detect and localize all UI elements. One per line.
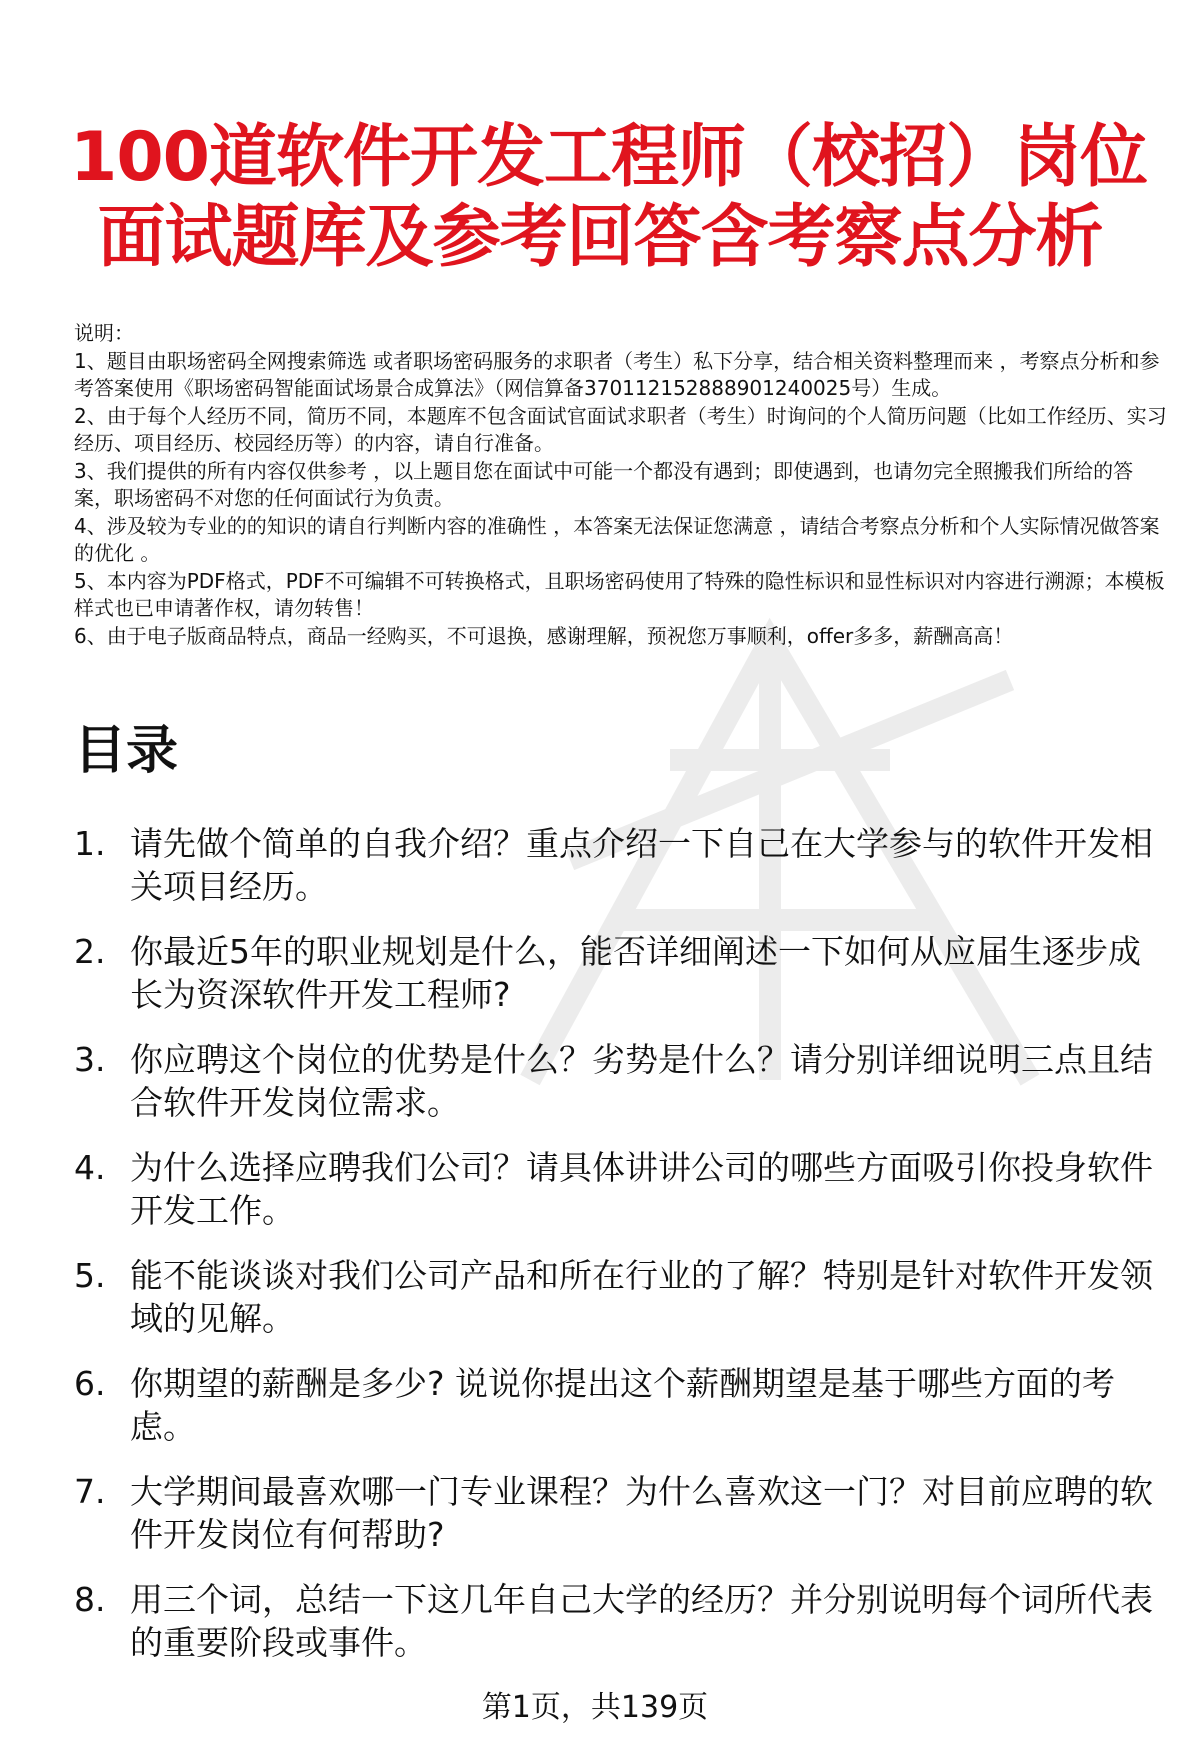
- toc-item-number: 1.: [74, 824, 106, 863]
- title-line-2: 面试题库及参考回答含考察点分析: [97, 198, 1103, 277]
- toc-list: [74, 822, 1169, 1686]
- note-item-1: 1、题目由职场密码全网搜索筛选 或者职场密码服务的求职者（考生）私下分享，结合相关资料整理而来 ，考察点分析和参考答案使用《职场密码智能面试场景合成算法》（网信算备370112152888901240025号）生成。: [74, 348, 1160, 400]
- toc-item-number: 5.: [74, 1256, 106, 1295]
- toc-item-text: 你最近5年的职业规划是什么，能否详细阐述一下如何从应届生逐步成长为资深软件开发工程师?: [130, 932, 1141, 1014]
- toc-item-number: 4.: [74, 1148, 106, 1187]
- note-item-6: 6、由于电子版商品特点，商品一经购买，不可退换，感谢理解，预祝您万事顺利，offer多多，薪酬高高！: [74, 623, 1014, 648]
- toc-item-text: 为什么选择应聘我们公司？请具体讲讲公司的哪些方面吸引你投身软件开发工作。: [130, 1148, 1153, 1230]
- toc-item-number: 2.: [74, 932, 106, 971]
- toc-item[interactable]: [74, 1038, 1169, 1124]
- toc-item[interactable]: [74, 1578, 1169, 1664]
- toc-heading: 目录: [74, 721, 179, 781]
- toc-item-number: 7.: [74, 1472, 106, 1511]
- toc-item[interactable]: [74, 822, 1169, 908]
- toc-item[interactable]: [74, 1362, 1169, 1448]
- note-item-4: 4、涉及较为专业的的知识的请自行判断内容的准确性 ，本答案无法保证您满意 ，请结合考察点分析和个人实际情况做答案的优化 。: [74, 513, 1160, 565]
- document-title: [70, 118, 1147, 278]
- toc-item[interactable]: [74, 1254, 1169, 1340]
- toc-item-number: 3.: [74, 1040, 106, 1079]
- note-item-5: 5、本内容为PDF格式，PDF不可编辑不可转换格式，且职场密码使用了特殊的隐性标识和显性标识对内容进行溯源；本模板样式也已申请著作权，请勿转售！: [74, 568, 1165, 620]
- notes-heading: 说明：: [74, 321, 134, 345]
- page-number: 第1页，共139页: [481, 1690, 709, 1725]
- toc-item-text: 能不能谈谈对我们公司产品和所在行业的了解？特别是针对软件开发领域的见解。: [130, 1256, 1153, 1338]
- toc-item-text: 用三个词，总结一下这几年自己大学的经历？并分别说明每个词所代表的重要阶段或事件。: [130, 1580, 1153, 1662]
- toc-item-text: 大学期间最喜欢哪一门专业课程？为什么喜欢这一门？对目前应聘的软件开发岗位有何帮助?: [130, 1472, 1153, 1554]
- toc-item[interactable]: [74, 930, 1169, 1016]
- note-item-2: 2、由于每个人经历不同，简历不同，本题库不包含面试官面试求职者（考生）时询问的个人简历问题（比如工作经历、实习经历、项目经历、校园经历等）的内容，请自行准备。: [74, 403, 1167, 455]
- toc-item[interactable]: [74, 1470, 1169, 1556]
- note-item-3: 3、我们提供的所有内容仅供参考 ，以上题目您在面试中可能一个都没有遇到；即使遇到，也请勿完全照搬我们所给的答案，职场密码不对您的任何面试行为负责。: [74, 458, 1134, 510]
- toc-item-text: 你应聘这个岗位的优势是什么？劣势是什么？请分别详细说明三点且结合软件开发岗位需求。: [130, 1040, 1153, 1122]
- toc-item[interactable]: [74, 1146, 1169, 1232]
- toc-item-number: 8.: [74, 1580, 106, 1619]
- toc-item-number: 6.: [74, 1364, 106, 1403]
- toc-item-text: 请先做个简单的自我介绍？重点介绍一下自己在大学参与的软件开发相关项目经历。: [130, 824, 1153, 906]
- toc-item-text: 你期望的薪酬是多少? 说说你提出这个薪酬期望是基于哪些方面的考虑。: [130, 1364, 1116, 1446]
- instructions-section: [74, 320, 1169, 650]
- title-line-1: 100道软件开发工程师（校招）岗位: [70, 118, 1147, 197]
